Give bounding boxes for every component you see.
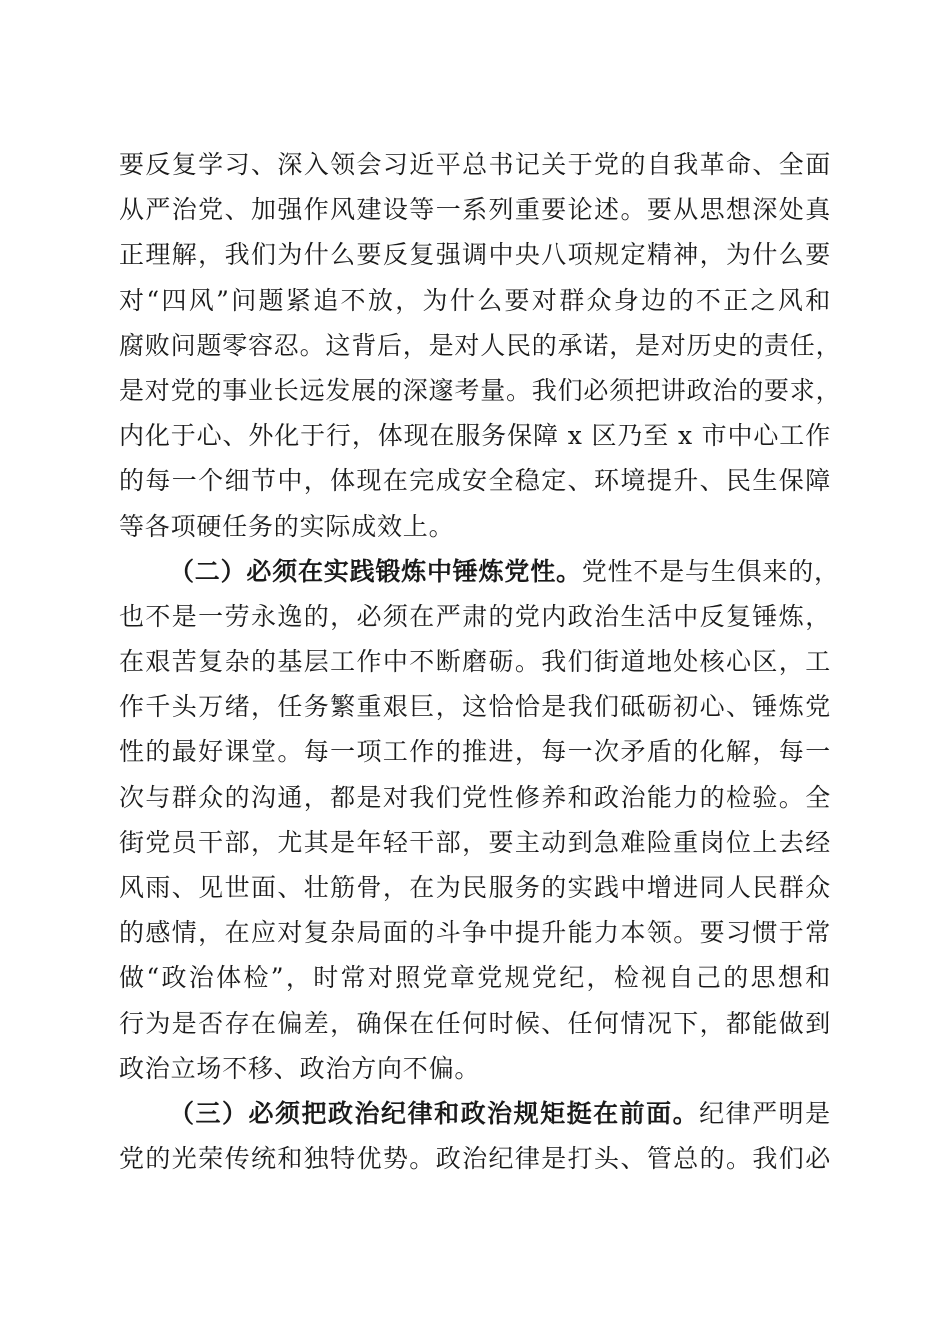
- paragraph-line: 的感情，在应对复杂局面的斗争中提升能力本领。要习惯于常: [119, 918, 831, 948]
- paragraph-text: 党性不是与生俱来的，: [581, 556, 840, 586]
- paragraph-line: 腐败问题零容忍。这背后，是对人民的承诺，是对历史的责任，: [119, 330, 842, 360]
- paragraph-line: 是对党的事业长远发展的深邃考量。我们必须把讲政治的要求，: [119, 375, 842, 405]
- paragraph-text: 纪律严明是: [699, 1098, 831, 1128]
- paragraph-line: 对“四风”问题紧追不放，为什么要对群众身边的不正之风和: [119, 285, 831, 315]
- paragraph-line: 次与群众的沟通，都是对我们党性修养和政治能力的检验。全: [119, 782, 831, 812]
- paragraph-line: 从严治党、加强作风建设等一系列重要论述。要从思想深处真: [119, 195, 831, 225]
- section-heading-3: （三）必须把政治纪律和政治规矩挺在前面。: [169, 1098, 700, 1128]
- paragraph-line: 行为是否存在偏差，确保在任何时候、任何情况下，都能做到: [119, 1008, 831, 1038]
- paragraph-first-line: [119, 1091, 831, 1136]
- paragraph-line: 要反复学习、深入领会习近平总书记关于党的自我革命、全面: [119, 150, 831, 179]
- document-body: [119, 142, 842, 1181]
- paragraph-line: 性的最好课堂。每一项工作的推进，每一次矛盾的化解，每一: [119, 737, 831, 767]
- paragraph-line: 党的光荣传统和独特优势。政治纪律是打头、管总的。我们必: [119, 1144, 831, 1174]
- paragraph-line: 做“政治体检”，时常对照党章党规党纪，检视自己的思想和: [119, 963, 831, 993]
- section-heading-2: （二）必须在实践锻炼中锤炼党性。: [169, 556, 582, 586]
- paragraph-line: 风雨、见世面、壮筋骨，在为民服务的实践中增进同人民群众: [119, 873, 831, 902]
- paragraph-line: 也不是一劳永逸的，必须在严肃的党内政治生活中反复锤炼，: [119, 601, 831, 631]
- paragraph-line: 内化于心、外化于行，体现在服务保障 x 区乃至 x 市中心工作: [119, 421, 831, 451]
- paragraph-1: [119, 142, 842, 549]
- paragraph-line: 作千头万绪，任务繁重艰巨，这恰恰是我们砥砺初心、锤炼党: [119, 692, 831, 722]
- paragraph-3: [119, 1091, 831, 1181]
- paragraph-line: 的每一个细节中，体现在完成安全稳定、环境提升、民生保障: [119, 466, 831, 496]
- paragraph-line: 等各项硬任务的实际成效上。: [119, 511, 455, 541]
- paragraph-line: 政治立场不移、政治方向不偏。: [119, 1053, 481, 1083]
- paragraph-2: [119, 549, 840, 1091]
- paragraph-line: 在艰苦复杂的基层工作中不断磨砺。我们街道地处核心区，工: [119, 647, 831, 677]
- paragraph-line: 街党员干部，尤其是年轻干部，要主动到急难险重岗位上去经: [119, 827, 831, 857]
- paragraph-line: 正理解，我们为什么要反复强调中央八项规定精神，为什么要: [119, 240, 831, 270]
- paragraph-first-line: [119, 549, 840, 594]
